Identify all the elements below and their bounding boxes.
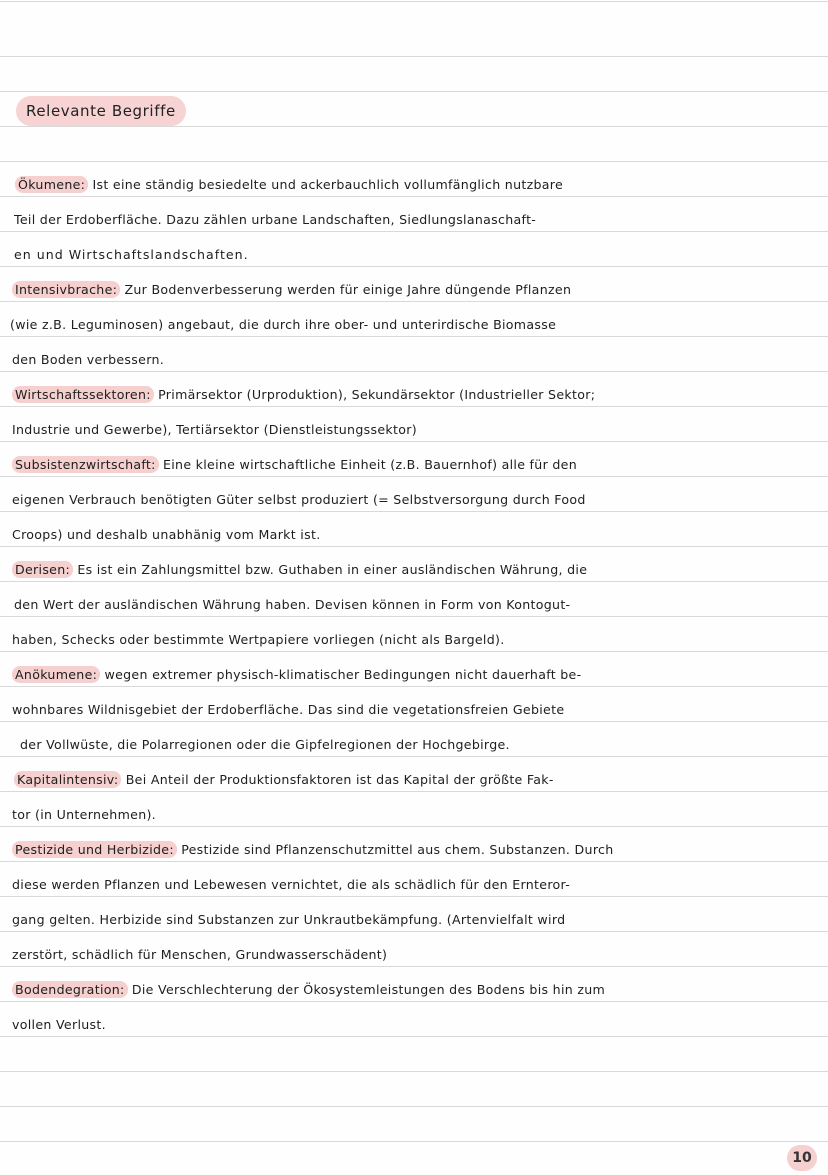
definition-text: Industrie und Gewerbe), Tertiärsektor (Dienstleistungssektor) [12, 422, 417, 437]
definition-text: (wie z.B. Leguminosen) angebaut, die durch ihre ober- und unterirdische Biomasse [10, 317, 557, 332]
definition-text: tor (in Unternehmen). [12, 807, 156, 822]
entry-line [0, 587, 828, 622]
entry-line [0, 517, 828, 552]
definition-text: den Wert der ausländischen Währung haben. Devisen können in Form von Kontogut- [14, 597, 571, 612]
definition-text: der Vollwüste, die Polarregionen oder die Gipfelregionen der Hochgebirge. [20, 737, 510, 752]
definition-text: Zur Bodenverbesserung werden für einige Jahre düngende Pflanzen [120, 282, 572, 297]
entry-line [0, 307, 828, 342]
entry-line [0, 867, 828, 902]
definition-text: vollen Verlust. [12, 1017, 106, 1032]
entry-line [0, 342, 828, 377]
definition-text: Bei Anteil der Produktionsfaktoren ist das Kapital der größte Fak- [121, 772, 554, 787]
definition-text: eigenen Verbrauch benötigten Güter selbst produziert (= Selbstversorgung durch Food [12, 492, 586, 507]
term-label: Derisen: [12, 561, 73, 578]
entry-line [0, 692, 828, 727]
definition-text: wohnbares Wildnisgebiet der Erdoberfläche. Das sind die vegetationsfreien Gebiete [12, 702, 565, 717]
entry-line [0, 1007, 828, 1042]
term-label: Wirtschaftssektoren: [12, 386, 154, 403]
entry-line [0, 622, 828, 657]
entry-line [0, 202, 828, 237]
entry-line [0, 552, 828, 587]
entry-line [0, 167, 828, 202]
entry-line [0, 727, 828, 762]
term-label: Kapitalintensiv: [14, 771, 121, 788]
term-label: Bodendegration: [12, 981, 128, 998]
definition-text: en und Wirtschaftslandschaften. [14, 247, 249, 262]
term-label: Subsistenzwirtschaft: [12, 456, 159, 473]
term-label: Ökumene: [15, 176, 88, 193]
page-number-badge [787, 1145, 817, 1171]
entry-line [0, 272, 828, 307]
entry-line [0, 447, 828, 482]
definition-text: Die Verschlechterung der Ökosystemleistungen des Bodens bis hin zum [127, 982, 606, 997]
entry-line [0, 412, 828, 447]
entry-line [0, 972, 828, 1007]
entry-line [0, 482, 828, 517]
entry-line [0, 237, 828, 272]
entry-line [0, 657, 828, 692]
definition-text: haben, Schecks oder bestimmte Wertpapiere vorliegen (nicht als Bargeld). [12, 632, 505, 647]
definition-text: Primärsektor (Urproduktion), Sekundärsektor (Industrieller Sektor; [153, 387, 596, 402]
page-title: Relevante Begriffe [26, 102, 176, 120]
entry-line [0, 377, 828, 412]
term-label: Anökumene: [12, 666, 100, 683]
title-highlight [16, 96, 186, 126]
definition-text: Croops) und deshalb unabhänig vom Markt ist. [12, 527, 321, 542]
definition-text: zerstört, schädlich für Menschen, Grundwasserschädent) [12, 947, 388, 962]
glossary-entries [0, 167, 828, 1042]
term-label: Pestizide und Herbizide: [12, 841, 177, 858]
definition-text: Teil der Erdoberfläche. Dazu zählen urbane Landschaften, Siedlungslanaschaft- [14, 212, 537, 227]
definition-text: Pestizide sind Pflanzenschutzmittel aus chem. Substanzen. Durch [176, 842, 614, 857]
term-label: Intensivbrache: [12, 281, 120, 298]
definition-text: Ist eine ständig besiedelte und ackerbauchlich vollumfänglich nutzbare [88, 177, 564, 192]
definition-text: Es ist ein Zahlungsmittel bzw. Guthaben in einer ausländischen Währung, die [73, 562, 588, 577]
entry-line [0, 902, 828, 937]
definition-text: gang gelten. Herbizide sind Substanzen zur Unkrautbekämpfung. (Artenvielfalt wird [12, 912, 566, 927]
entry-line [0, 762, 828, 797]
page-number: 10 [792, 1150, 812, 1166]
entry-line [0, 832, 828, 867]
definition-text: diese werden Pflanzen und Lebewesen vernichtet, die als schädlich für den Ernteror- [12, 877, 571, 892]
entry-line [0, 797, 828, 832]
definition-text: Eine kleine wirtschaftliche Einheit (z.B. Bauernhof) alle für den [158, 457, 577, 472]
definition-text: wegen extremer physisch-klimatischer Bedingungen nicht dauerhaft be- [100, 667, 582, 682]
entry-line [0, 937, 828, 972]
definition-text: den Boden verbessern. [12, 352, 165, 367]
